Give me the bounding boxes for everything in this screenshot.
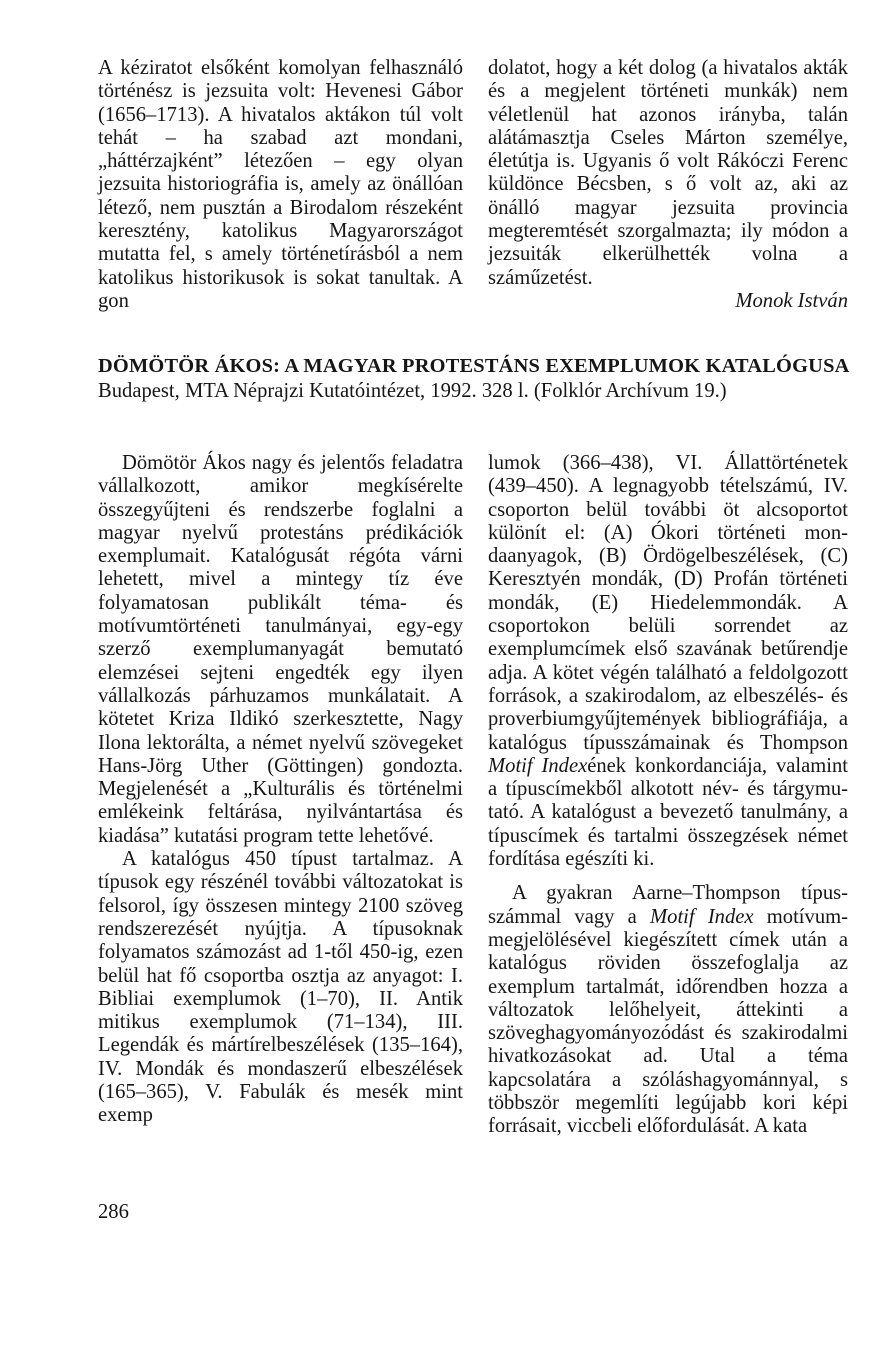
bottom-right-column — [488, 452, 848, 1139]
publication-details: Budapest, MTA Néprajzi Kutatóintézet, 1992. 328 l. (Folklór Archívum 19.) — [98, 380, 727, 402]
review-paragraph-3 — [488, 882, 848, 1138]
page-number: 286 — [98, 1201, 129, 1223]
reviewer-signature: Monok István — [735, 289, 848, 312]
paragraph-text: ének konkordanciája, valamint a típuscímekből alkotott név- és tárgymutató. A katalógust a bevezető tanulmány, a típuscímek és tartalmi összegzések német fordítása egészíti ki. — [488, 754, 849, 871]
review-paragraph-2: A katalógus 450 típust tartalmaz. A típusok egy részénél további változatokat is felsorol, így összesen mintegy 2100 szöveg rendszerezését nyújtja. A típusoknak folyamatos számozást ad 1-től 450-ig, ezen belül hat fő csoportba osztja az anyagot: I. Bibliai exemplumok (1–70), II. Antik mitikus exemplumok (71–134), III. Legendák és mártírelbeszélések (135–164), IV. Mondák és mondaszerű elbeszélések (165–365), V. Fabulák és mesék mint exemp — [98, 848, 463, 1127]
italic-title-motif-index: Motif Index — [488, 754, 588, 777]
review-header — [98, 355, 858, 403]
paragraph-text: A gyakran Aarne–Thompson típusszámmal vagy a — [488, 882, 848, 928]
paragraph-text: motívummegjelölésével kiegészített címek után a katalógus röviden összefoglalja az exemplum tartalmát, időrendben hozza a változatok lelőhelyeit, áttekinti a szöveghagyományozódást és szakirodalmi hivatkozásokat ad. Utal a téma kapcsolatára a szóláshagyománnyal, s többször megemlíti legújabb kori képi forrásait, viccbeli előfordulását. A kata — [488, 905, 849, 1138]
top-left-column — [98, 57, 463, 313]
review-title: DÖMÖTÖR ÁKOS: A MAGYAR PROTESTÁNS EXEMPLUMOK KATALÓGUSA — [98, 355, 850, 377]
top-right-column — [488, 57, 848, 313]
bottom-left-column — [98, 452, 463, 1128]
review-paragraph-1: Dömötör Ákos nagy és jelentős feladatra vállalkozott, amikor megkísérelte összegyűjteni és rendszerbe foglalni a magyar nyelvű protestáns prédikációk exemplumait. Katalógusát régóta várni lehetett, mivel a mintegy tíz éve folyamatosan publikált téma- és motívumtörténeti tanulmányai, egy-egy szerző exemplumanyagát bemutató elemzései sejteni engedték egy ilyen vállalkozás párhuzamos munkálatait. A kötetet Kriza Ildikó szerkesztette, Nagy Ilona lektorálta, a német nyelvű szövegeket Hans-Jörg Uther (Göttingen) gondozta. Megjelenését a „Kulturális és történelmi emlékeink feltárása, nyilvántartása és kiadása” kutatási program tette lehetővé. — [98, 452, 463, 847]
paragraph-text: lumok (366–438), VI. Állattörténetek (439–450). A legnagyobb tételszámú, IV. csoporton belül további öt alcsoportot különít el: (A) Ókori történeti mondaanyagok, (B) Ördögelbeszélések, (C) Keresztyén mondák, (D) Profán történeti mondák, (E) Hiedelemmondák. A csoportokon belüli sorrendet az exemplumcímek első szavának betűrendje adja. A kötet végén található a feldolgozott források, a szakirodalom, az elbeszélés- és proverbiumgyűjtemények bibliográfiája, a katalógus típusszámainak és Thompson — [488, 452, 848, 754]
previous-review-continuation-paragraph: dolatot, hogy a két dolog (a hivatalos akták és a megjelent történeti munkák) nem véletlenül hat azonos irányba, talán alátámasztja Cseles Márton személye, életútja is. Ugyanis ő volt Rákóczi Ferenc küldönce Bécsben, s ő volt az, aki az önálló magyar jezsuita provincia megteremtését szorgalmazta; ily módon a jezsuiták elkerülhették volna a száműzetést. — [488, 57, 848, 289]
previous-review-ending-paragraph: A kéziratot elsőként komolyan felhasználó történész is jezsuita volt: Hevenesi Gábor (1656–1713). A hivatalos aktákon túl volt tehát – ha szabad azt mondani, „háttérzajként” létezően – egy olyan jezsuita historiográfia is, amely az önállóan létező, nem pusztán a Birodalom részeként keresztény, katolikus Magyarországot mutatta fel, s amely történetírásból a nem katolikus historikusok is sokat tanultak. A gon — [98, 57, 463, 312]
review-paragraph-2-continuation — [488, 452, 848, 871]
italic-title-motif-index: Motif Index — [650, 905, 754, 928]
